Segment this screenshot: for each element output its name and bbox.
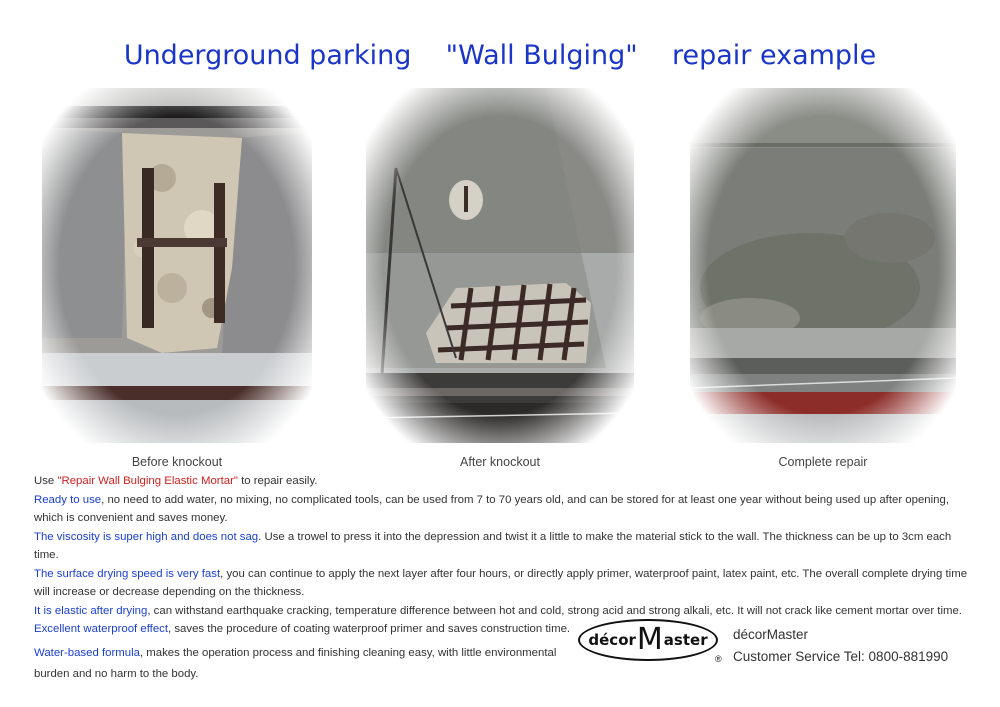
feature-highlight: Excellent waterproof effect (34, 623, 169, 635)
description-line: Excellent waterproof effect, saves the procedure of coating waterproof primer and saves construction time. (34, 623, 571, 635)
description-line: Water-based formula, makes the operation process and finishing cleaning easy, with little environmental burden and no harm to the body. (34, 646, 557, 680)
feature-highlight: Water-based formula (34, 646, 140, 659)
description-line: Ready to use, no need to add water, no mixing, no complicated tools, can be used from 7 to 70 years old, and can be stored for at least one year without being used up after opening, which is convenient and saves money. (34, 493, 949, 524)
description-line: Use "Repair Wall Bulging Elastic Mortar" to repair easily. (34, 475, 318, 487)
feature-highlight: Ready to use (34, 493, 102, 506)
photo-after-knockout (366, 88, 634, 443)
caption-after-knockout: After knockout (460, 455, 540, 469)
customer-service-phone: Customer Service Tel: 0800-881990 (733, 649, 949, 664)
feature-highlight: The surface drying speed is very fast (34, 567, 221, 580)
brand-contact (733, 624, 948, 668)
brand-name: décorMaster (733, 627, 809, 642)
caption-before-knockout: Before knockout (131, 455, 223, 469)
decormaster-logo: décor M aster (578, 619, 718, 661)
feature-highlight: The viscosity is super high and does not sag (34, 530, 259, 543)
registered-mark: ® (715, 654, 722, 664)
description-line: The viscosity is super high and does not sag. Use a trowel to press it into the depression and twist it a little to make the material stick to the wall. The thickness can be up to 3cm each time. (34, 530, 952, 561)
description-line: It is elastic after drying, can withstand earthquake cracking, temperature difference between hot and cold, strong acid and strong alkali, etc. It will not crack like cement mortar over time. (34, 604, 962, 617)
caption-complete-repair: Complete repair (778, 455, 868, 469)
page-title: Underground parking "Wall Bulging" repair example (123, 40, 877, 71)
photo-complete-repair (690, 88, 956, 443)
product-name: "Repair Wall Bulging Elastic Mortar" (57, 475, 238, 487)
description-line: The surface drying speed is very fast, you can continue to apply the next layer after four hours, or directly apply primer, waterproof paint, latex paint, etc. The overall complete drying time will increase or decrease depending on the thickness. (34, 567, 968, 598)
photo-before-knockout (42, 88, 312, 443)
feature-highlight: It is elastic after drying (34, 604, 148, 617)
